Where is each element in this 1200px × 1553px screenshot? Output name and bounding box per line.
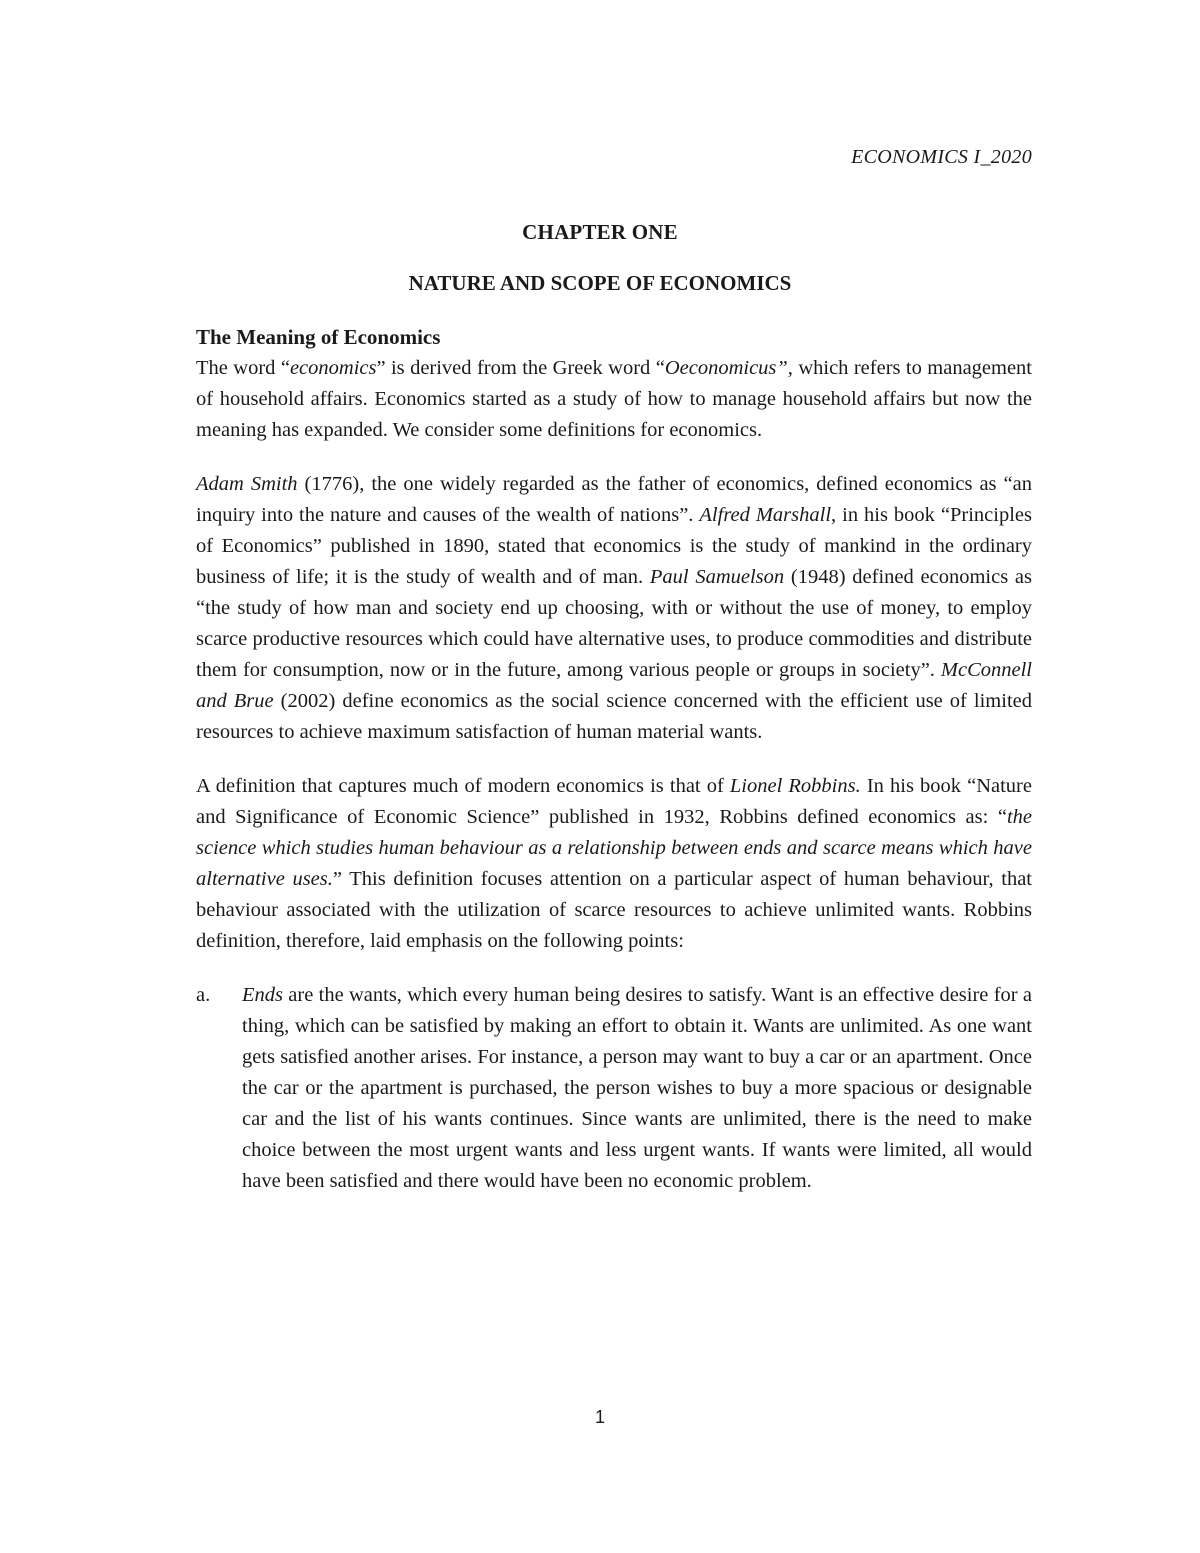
p1-text-e: which refers to management of household affairs. Economics started as a study of how to manage household affairs but now the meaning has expanded. We consider some definitions for economics.	[196, 357, 1033, 441]
page-number: 1	[594, 1407, 605, 1427]
p3-text-a: A definition that captures much of modern economics is that of	[196, 775, 730, 797]
p1-term-oeconomicus: Oeconomicus”,	[664, 357, 793, 379]
list-term-ends: Ends	[242, 984, 283, 1006]
p2-adam-smith: Adam Smith	[196, 473, 298, 495]
p3-robbins-quote: the science which studies human behaviour as a relationship between ends and scarce means which have alternative uses.	[196, 806, 1032, 890]
paragraph-robbins	[196, 771, 1032, 957]
p3-text-c: In his book “Nature and Significance of Economic Science” published in 1932, Robbins defined economics as: “	[196, 775, 1032, 828]
p2-text-h: (2002) define economics as the social science concerned with the efficient use of limited resources to achieve maximum satisfaction of human material wants.	[196, 690, 1032, 743]
p2-mcconnell-brue: McConnell and Brue	[196, 659, 1032, 712]
p1-text-c: ” is derived from the Greek word “	[376, 357, 665, 379]
p2-paul-samuelson: Paul Samuelson	[649, 566, 785, 588]
list-marker: a.	[196, 984, 211, 1006]
running-head: ECONOMICS I_2020	[851, 146, 1032, 168]
chapter-title: CHAPTER ONE	[522, 220, 678, 244]
p2-alfred-marshall: Alfred Marshall	[699, 504, 832, 526]
section-heading: The Meaning of Economics	[196, 325, 441, 349]
list-item-text: are the wants, which every human being desires to satisfy. Want is an effective desire for a thing, which can be satisfied by making an effort to obtain it. Wants are unlimited. As one want gets satisfied another arises. For instance, a person may want to buy a car or an apartment. Once the car or the apartment is purchased, the person wishes to buy a more spacious or designable car and the list of his wants continues. Since wants are unlimited, there is the need to make choice between the most urgent wants and less urgent wants. If wants were limited, all would have been satisfied and there would have been no economic problem.	[242, 984, 1032, 1192]
robbins-points-list	[196, 980, 1032, 1197]
p1-term-economics: economics	[289, 357, 377, 379]
paragraph-definitions	[196, 469, 1032, 748]
p2-text-d: , in his book “Principles of Economics” published in 1890, stated that economics is the study of mankind in the ordinary business of life; it is the study of wealth and of man.	[196, 504, 1032, 588]
p1-text-a: The word “	[196, 357, 290, 379]
p2-text-b: (1776), the one widely regarded as the father of economics, defined economics as “an inquiry into the nature and causes of the wealth of nations”.	[196, 473, 1032, 526]
paragraph-meaning	[196, 353, 1032, 446]
body-content	[196, 322, 1032, 1197]
list-item	[196, 980, 1032, 1197]
p3-text-e: ” This definition focuses attention on a particular aspect of human behaviour, that behaviour associated with the utilization of scarce resources to achieve unlimited wants. Robbins definition, therefore, laid emphasis on the following points:	[196, 868, 1032, 952]
p2-text-f: (1948) defined economics as “the study of how man and society end up choosing, with or without the use of money, to employ scarce productive resources which could have alternative uses, to produce commodities and distribute them for consumption, now or in the future, among various people or groups in society”.	[196, 566, 1032, 681]
chapter-subtitle: NATURE AND SCOPE OF ECONOMICS	[408, 271, 792, 295]
p3-lionel-robbins: Lionel Robbins.	[729, 775, 861, 797]
